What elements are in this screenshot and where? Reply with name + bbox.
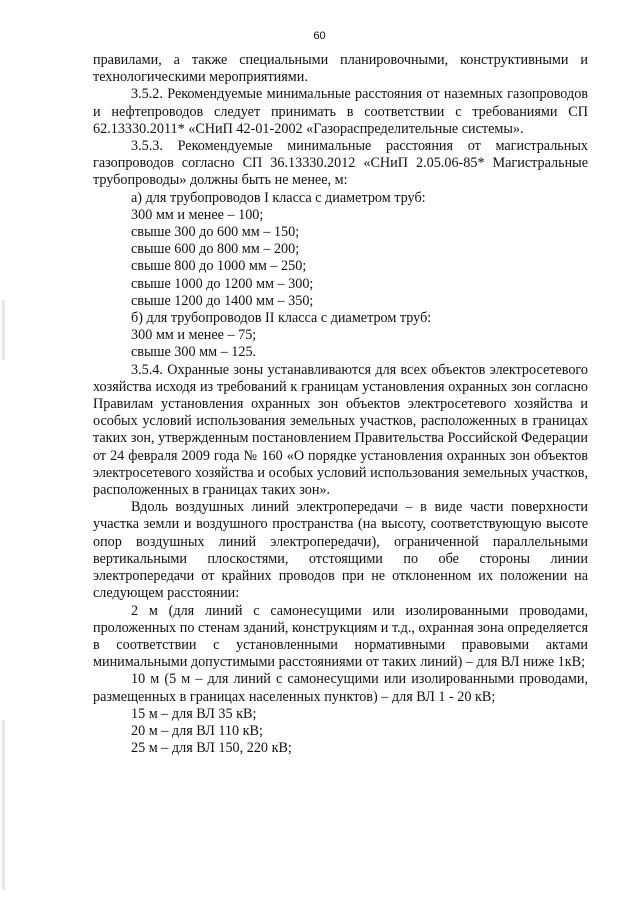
list-item: свыше 300 мм – 125. <box>131 344 257 361</box>
list-item: 300 мм и менее – 100; <box>131 206 264 223</box>
scan-edge-mark <box>2 300 5 360</box>
paragraph-continuation: правилами, а также специальными планировочными, конструктивными и технологическими мероприятиями. <box>93 52 588 86</box>
list-item: свыше 1000 до 1200 мм – 300; <box>131 275 314 292</box>
scan-edge-mark <box>2 720 5 890</box>
paragraph-3-5-4: 3.5.4. Охранные зоны устанавливаются для всех объектов электросетевого хозяйства исходя из требований к границам установления охранных зон согласно Правилам установления охранных зон объектов электросетевого хозяйства и особых условий использования земельных участков, расположенных в границах таких зон, утвержденным постановлением Правительства Российской Федерации от 24 февраля 2009 года № 160 «О порядке установления охранных зон объектов электросетевого хозяйства и особых условий использования земельных участков, расположенных в границах таких зон». <box>93 361 588 499</box>
list-item: свыше 800 до 1000 мм – 250; <box>131 258 307 275</box>
paragraph-3-5-3: 3.5.3. Рекомендуемые минимальные расстояния от магистральных газопроводов согласно СП 36.13330.2012 «СНиП 2.05.06-85* Магистральные трубопроводы» должны быть не менее, м: <box>93 138 588 189</box>
list-item: 25 м – для ВЛ 150, 220 кВ; <box>131 740 292 757</box>
list-item: 20 м – для ВЛ 110 кВ; <box>131 722 263 739</box>
paragraph-overhead-lines: Вдоль воздушных линий электропередачи – в виде части поверхности участка земли и воздушного пространства (на высоту, соответствующую высоте опор воздушных линий электропередачи), ограниченной параллельными вертикальными плоскостями, отстоящими по обе стороны линии электропередачи от крайних проводов при не отклоненном их положении на следующем расстоянии: <box>93 499 588 602</box>
list-item: а) для трубопроводов I класса с диаметром труб: <box>131 189 426 206</box>
paragraph-10m-zone: 10 м (5 м – для линий с самонесущими или изолированными проводами, размещенных в границах населенных пунктов) – для ВЛ 1 - 20 кВ; <box>93 671 588 705</box>
list-item: свыше 600 до 800 мм – 200; <box>131 241 300 258</box>
list-item: свыше 1200 до 1400 мм – 350; <box>131 292 314 309</box>
list-item: 300 мм и менее – 75; <box>131 327 257 344</box>
document-body <box>93 52 588 757</box>
list-item: б) для трубопроводов II класса с диаметром труб: <box>131 310 432 327</box>
list-item: 15 м – для ВЛ 35 кВ; <box>131 705 257 722</box>
paragraph-3-5-2: 3.5.2. Рекомендуемые минимальные расстояния от наземных газопроводов и нефтепроводов следует принимать в соответствии с требованиями СП 62.13330.2011* «СНиП 42-01-2002 «Газораспределительные системы». <box>93 86 588 137</box>
page-number: 60 <box>313 30 326 42</box>
list-item: свыше 300 до 600 мм – 150; <box>131 224 300 241</box>
paragraph-2m-zone: 2 м (для линий с самонесущими или изолированными проводами, проложенных по стенам зданий, конструкциям и т.д., охранная зона определяется в соответствии с установленными нормативными правовыми актами минимальными допустимыми расстояниями от таких линий) – для ВЛ ниже 1кВ; <box>93 602 588 671</box>
